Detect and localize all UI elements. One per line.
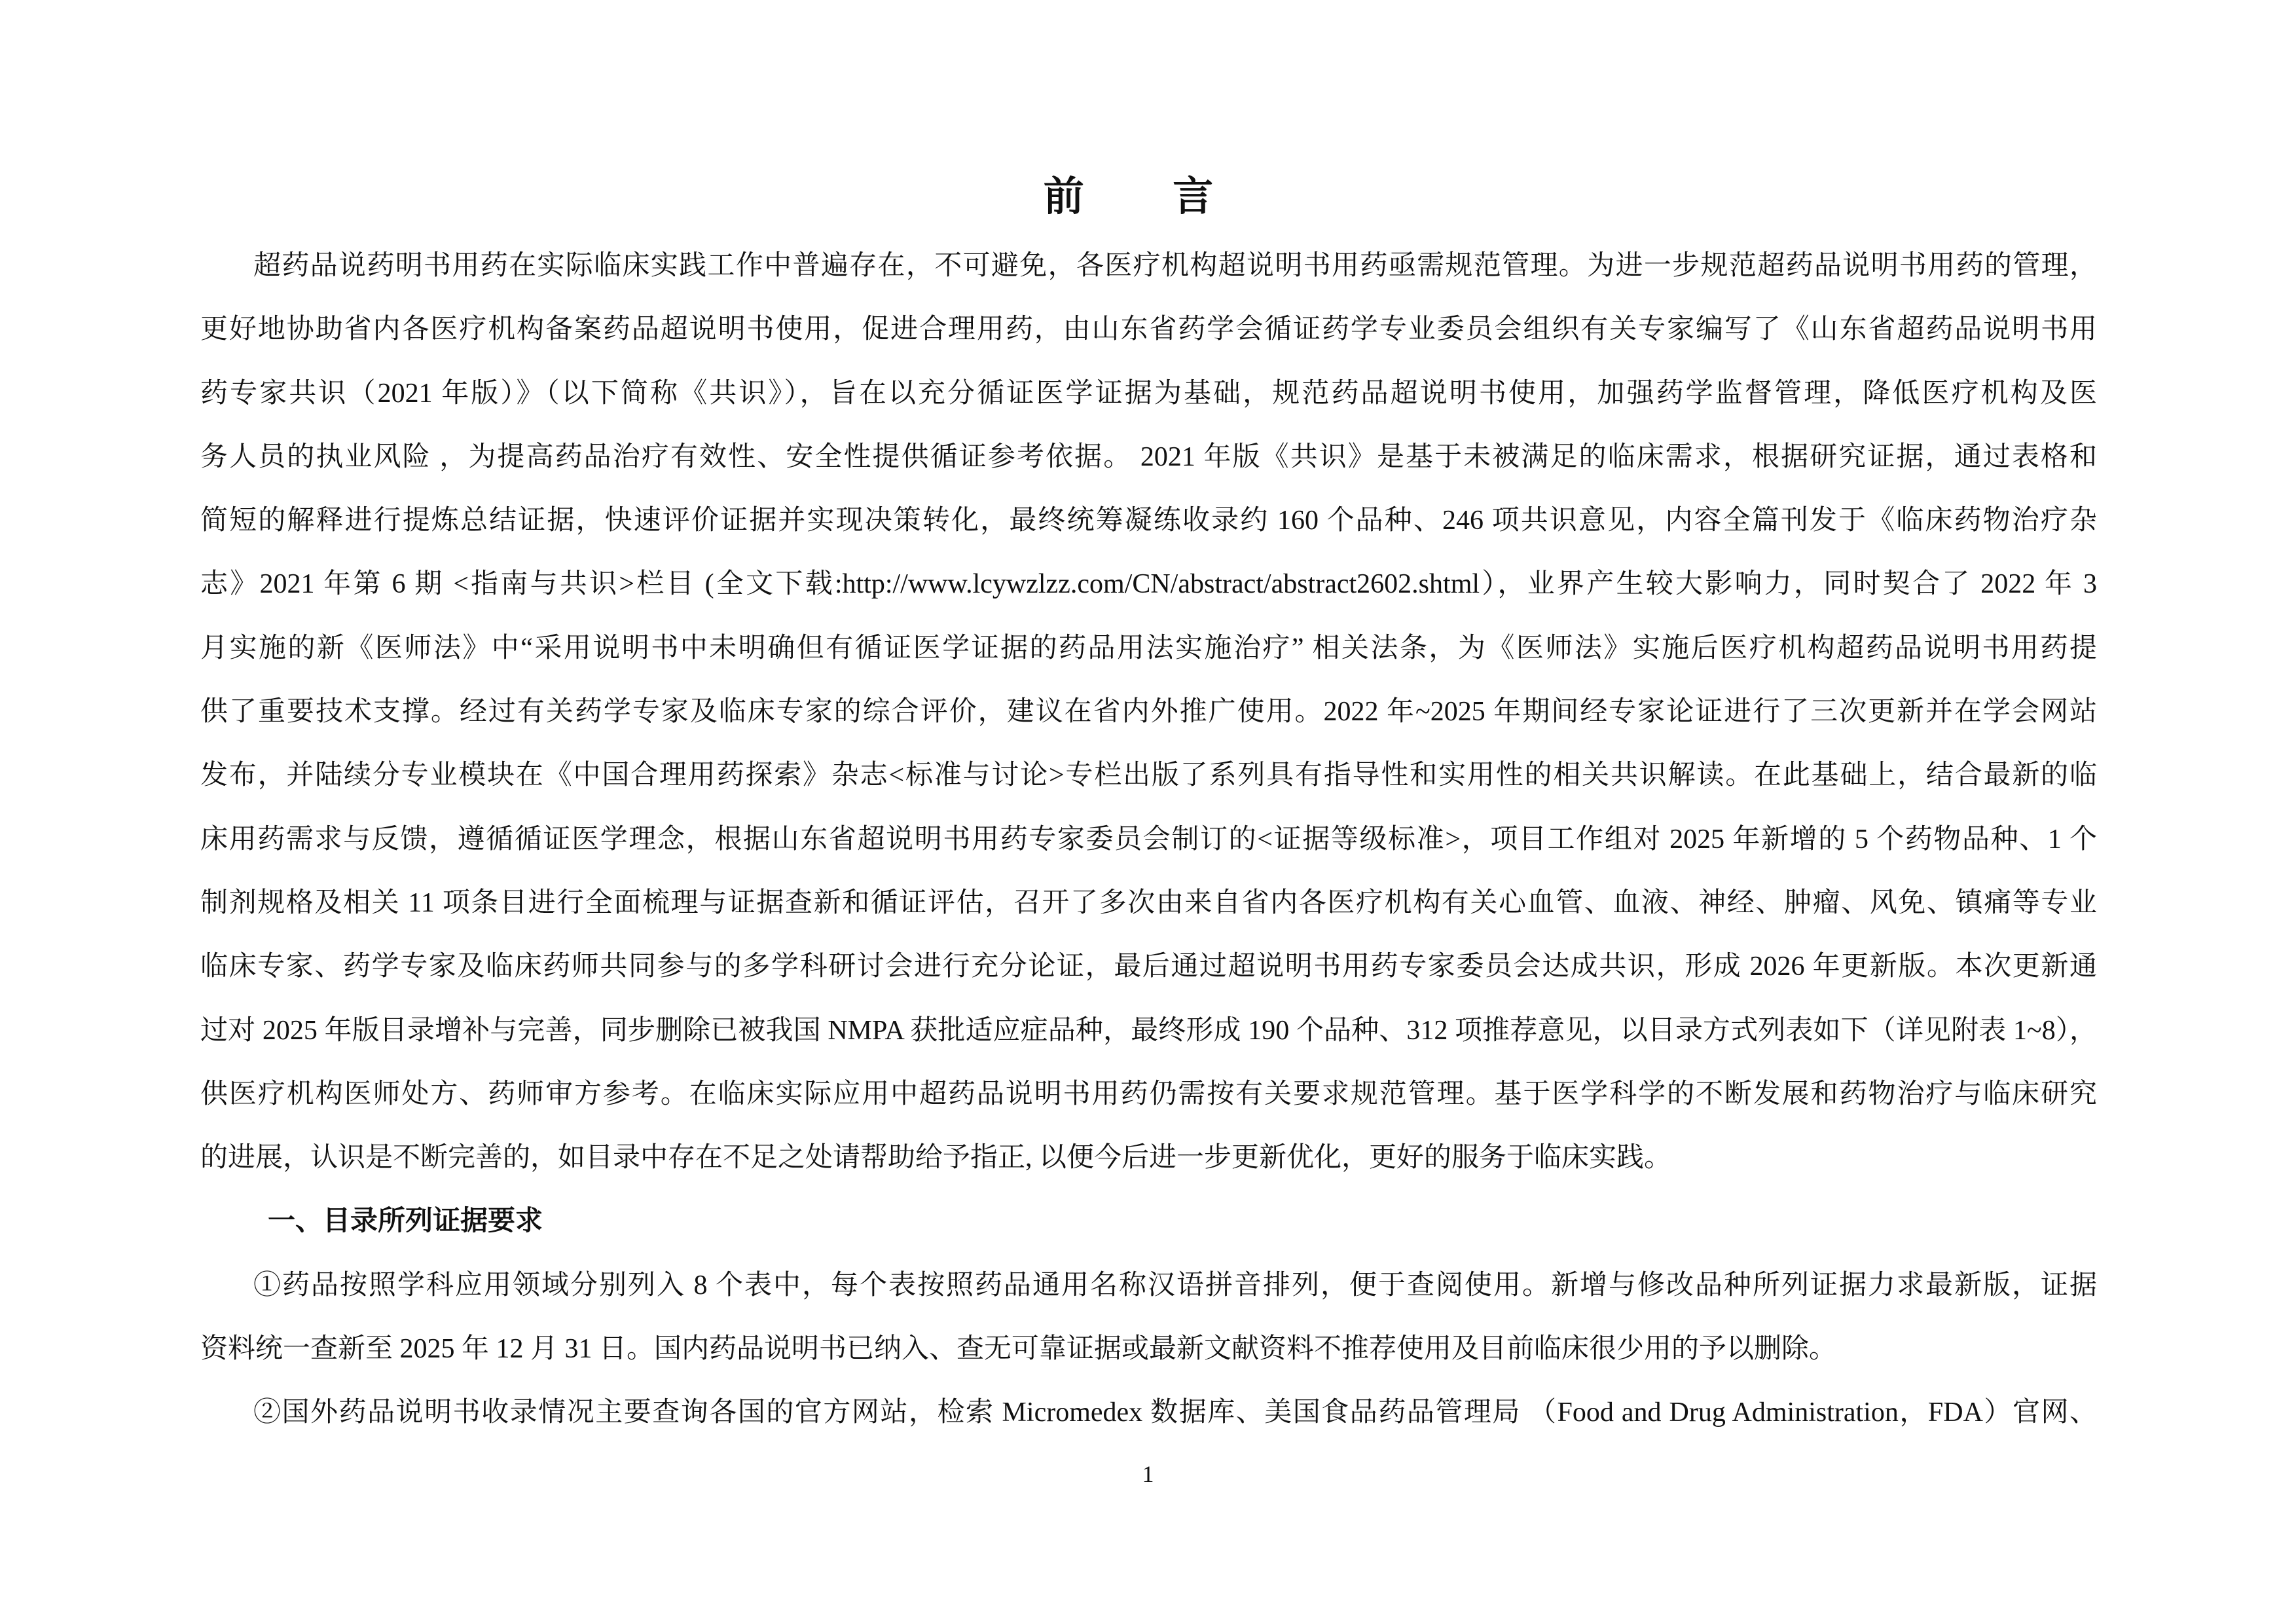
text-line: 月实施的新《医师法》中“采用说明书中未明确但有循证医学证据的药品用法实施治疗” 相关法条，为《医师法》实施后医疗机构超药品说明书用药提: [200, 633, 2097, 663]
text-line: 发布，并陆续分专业模块在《中国合理用药探索》杂志<标准与讨论>专栏出版了系列具有指导性和实用性的相关共识解读。在此基础上，结合最新的临: [200, 760, 2097, 791]
text-line: 资料统一查新至 2025 年 12 月 31 日。国内药品说明书已纳入、查无可靠证据或最新文献资料不推荐使用及目前临床很少用的予以删除。: [200, 1334, 1837, 1365]
text-line: 药专家共识（2021 年版）》（以下简称《共识》），旨在以充分循证医学证据为基础，规范药品超说明书使用，加强药学监督管理，降低医疗机构及医: [200, 378, 2097, 409]
text-line: ②国外药品说明书收录情况主要查询各国的官方网站，检索 Micromedex 数据库、美国食品药品管理局 （Food and Drug Administration，FDA）官网、: [253, 1397, 2097, 1428]
text-line: 简短的解释进行提炼总结证据，快速评价证据并实现决策转化，最终统筹凝练收录约 160 个品种、246 项共识意见，内容全篇刊发于《临床药物治疗杂: [200, 506, 2097, 536]
text-line: 床用药需求与反馈，遵循循证医学理念，根据山东省超说明书用药专家委员会制订的<证据等级标准>，项目工作组对 2025 年新增的 5 个药物品种、1 个: [200, 824, 2097, 855]
preface-paragraph: [200, 234, 2097, 1445]
text-line: 更好地协助省内各医疗机构备案药品超说明书使用，促进合理用药，由山东省药学会循证药学专业委员会组织有关专家编写了《山东省超药品说明书用: [200, 314, 2097, 345]
text-line: 供了重要技术支撑。经过有关药学专家及临床专家的综合评价，建议在省内外推广使用。2022 年~2025 年期间经专家论证进行了三次更新并在学会网站: [200, 697, 2097, 728]
text-line: ①药品按照学科应用领域分别列入 8 个表中，每个表按照药品通用名称汉语拼音排列，便于查阅使用。新增与修改品种所列证据力求最新版，证据: [253, 1270, 2097, 1301]
text-line: 志》2021 年第 6 期 <指南与共识>栏目 (全文下载:http://www.lcywzlzz.com/CN/abstract/abstract2602.shtml），业界产生较大影响力，同时契合了 2022 年 3: [200, 569, 2097, 600]
text-line: 的进展，认识是不断完善的，如目录中存在不足之处请帮助给予指正, 以便今后进一步更新优化，更好的服务于临床实践。: [200, 1143, 1672, 1173]
section-heading: 一、目录所列证据要求: [268, 1206, 543, 1237]
text-line: 制剂规格及相关 11 项条目进行全面梳理与证据查新和循证评估，召开了多次由来自省内各医疗机构有关心血管、血液、神经、肿瘤、风免、镇痛等专业: [200, 887, 2097, 918]
page-number: 1: [1142, 1461, 1154, 1487]
text-line: 过对 2025 年版目录增补与完善，同步删除已被我国 NMPA 获批适应症品种，最终形成 190 个品种、312 项推荐意见，以目录方式列表如下（详见附表 1~8），: [200, 1015, 2097, 1046]
text-line: 务人员的执业风险 ，为提高药品治疗有效性、安全性提供循证参考依据。 2021 年版《共识》是基于未被满足的临床需求，根据研究证据，通过表格和: [200, 441, 2097, 472]
text-line: 临床专家、药学专家及临床药师共同参与的多学科研讨会进行充分论证，最后通过超说明书用药专家委员会达成共识，形成 2026 年更新版。本次更新通: [200, 951, 2097, 982]
text-line: 超药品说药明书用药在实际临床实践工作中普遍存在，不可避免，各医疗机构超说明书用药亟需规范管理。为进一步规范超药品说明书用药的管理，: [253, 251, 2097, 281]
page-title: 前 言: [1043, 175, 1253, 219]
text-line: 供医疗机构医师处方、药师审方参考。在临床实际应用中超药品说明书用药仍需按有关要求规范管理。基于医学科学的不断发展和药物治疗与临床研究: [200, 1079, 2097, 1109]
